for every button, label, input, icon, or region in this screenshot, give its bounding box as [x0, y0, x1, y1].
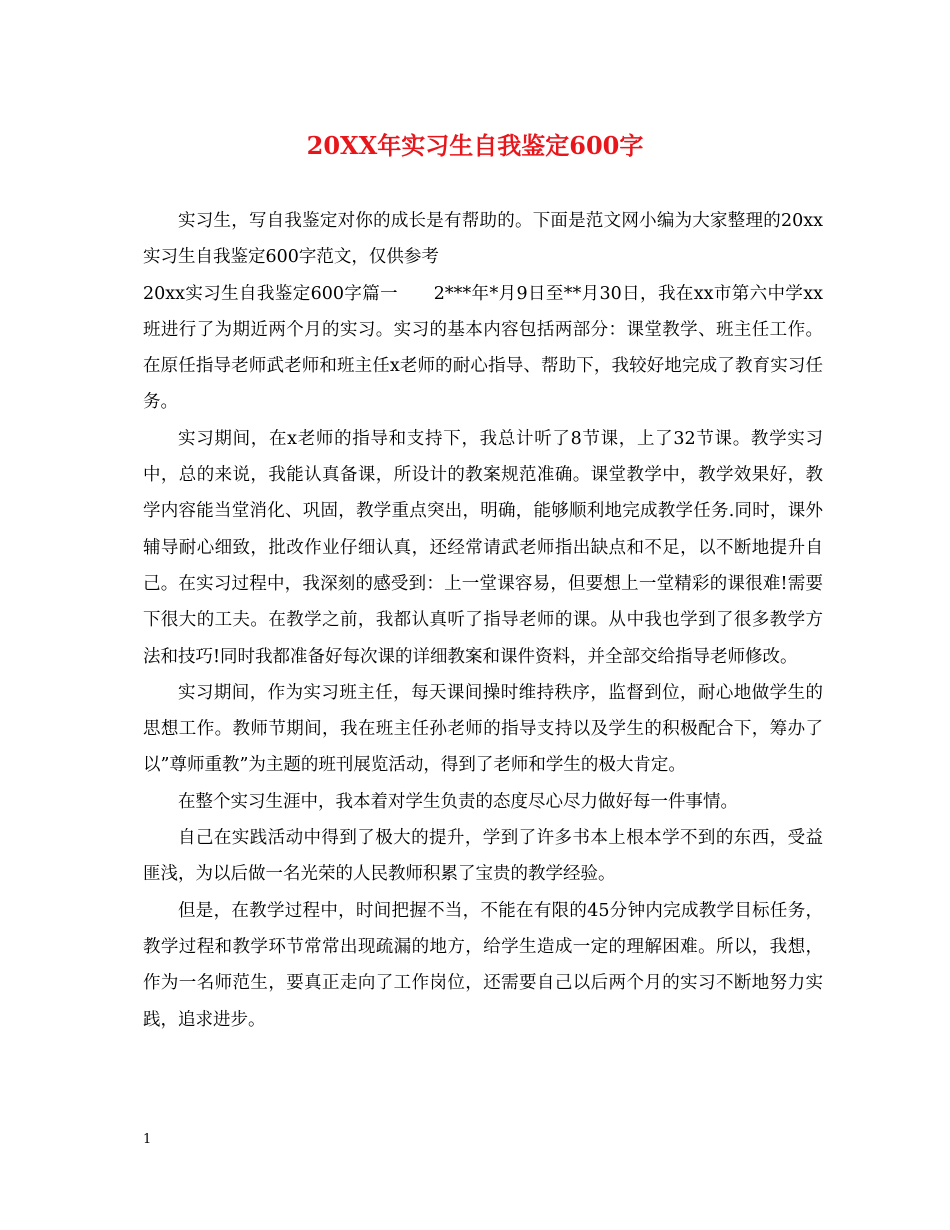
paragraph-attitude: 在整个实习生涯中，我本着对学生负责的态度尽心尽力做好每一件事情。 [178, 791, 738, 812]
paragraph-class-teacher: 实习期间，作为实习班主任，每天课间操时维持秩序，监督到位，耐心地做学生的思想工作。教师节期间，我在班主任孙老师的指导支持以及学生的积极配合下，筹办了以”尊师重教”为主题的班刊展览活动，得到了老师和学生的极大肯定。 [143, 682, 823, 776]
paragraph-section-one: 20xx实习生自我鉴定600字篇一 2***年*月9日至**月30日，我在xx市第六中学xx班进行了为期近两个月的实习。实习的基本内容包括两部分：课堂教学、班主任工作。在原任指导老师武老师和班主任x老师的耐心指导、帮助下，我较好地完成了教育实习任务。 [143, 283, 823, 413]
document-title: 20XX年实习生自我鉴定600字 [306, 131, 644, 160]
document-body [143, 203, 823, 1038]
paragraph-gains: 自己在实践活动中得到了极大的提升，学到了许多书本上根本学不到的东西，受益匪浅，为以后做一名光荣的人民教师积累了宝贵的教学经验。 [143, 828, 823, 885]
page-number: 1 [143, 1132, 152, 1147]
paragraph-teaching: 实习期间，在x老师的指导和支持下，我总计听了8节课，上了32节课。教学实习中，总的来说，我能认真备课，所设计的教案规范准确。课堂教学中，教学效果好，教学内容能当堂消化、巩固，教学重点突出，明确，能够顺利地完成教学任务.同时，课外辅导耐心细致，批改作业仔细认真，还经常请武老师指出缺点和不足，以不断地提升自己。在实习过程中，我深刻的感受到：上一堂课容易，但要想上一堂精彩的课很难!需要下很大的工夫。在教学之前，我都认真听了指导老师的课。从中我也学到了很多教学方法和技巧!同时我都准备好每次课的详细教案和课件资料，并全部交给指导老师修改。 [143, 428, 823, 667]
paragraph-shortcomings: 但是，在教学过程中，时间把握不当，不能在有限的45分钟内完成教学目标任务，教学过程和教学环节常常出现疏漏的地方，给学生造成一定的理解困难。所以，我想，作为一名师范生，要真正走向了工作岗位，还需要自己以后两个月的实习不断地努力实践，追求进步。 [143, 900, 823, 1030]
paragraph-intro: 实习生，写自我鉴定对你的成长是有帮助的。下面是范文网小编为大家整理的20xx实习生自我鉴定600字范文，仅供参考 [143, 211, 823, 268]
